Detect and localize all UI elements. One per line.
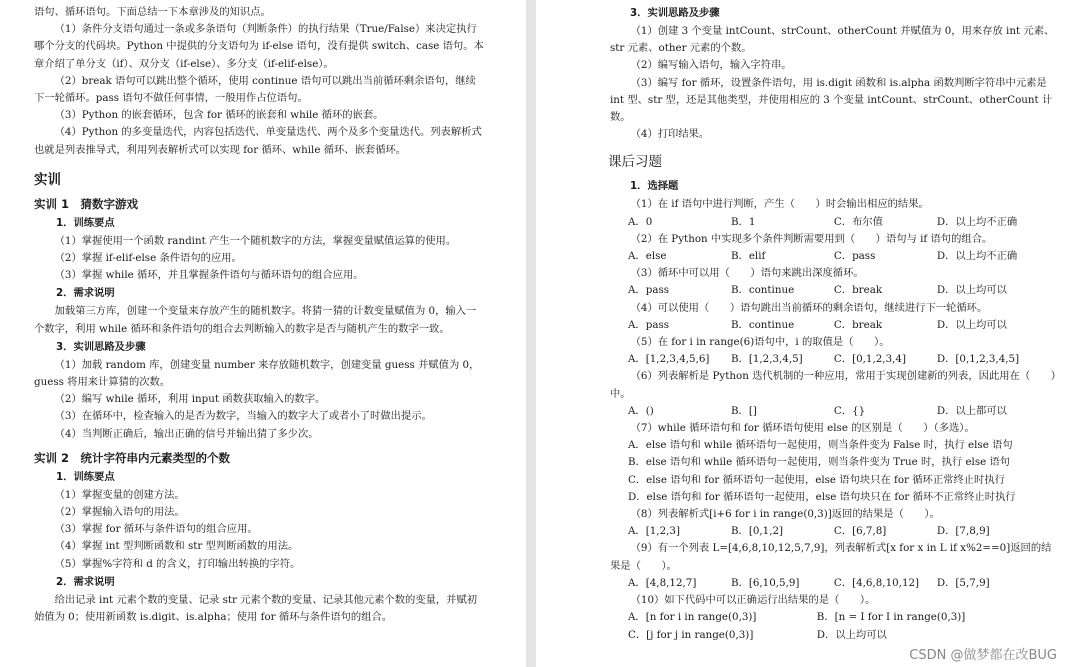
- option: D．以上均可以: [816, 628, 887, 641]
- option: A．else 语句和 while 循环语句一起使用，则当条件变为 False 时，执行 else 语句: [628, 439, 1013, 452]
- question-10: （10）如下代码中可以正确运行出结果的是（ ）。: [630, 594, 876, 607]
- practice-2-step: （4）打印结果。: [630, 128, 710, 141]
- option: C．break: [833, 318, 883, 331]
- practice-1-title: 实训 1 猜数字游戏: [34, 196, 139, 211]
- summary-2: （2）break 语句可以跳出整个循环，使用 continue 语句可以跳出当前循环剩余语句，继续下一轮循环。pass 语句不做任何事情，一般用作占位语句。: [34, 74, 476, 105]
- options-1: [610, 214, 1057, 231]
- option: C．pass: [833, 250, 876, 263]
- question-1: （1）在 if 语句中进行判断，产生（ ）时会输出相应的结果。: [630, 198, 929, 211]
- option: A．pass: [628, 318, 670, 331]
- practice-2-req-heading: 2．需求说明: [56, 575, 115, 588]
- question-9: （9）有一个列表 L=[4,6,8,10,12,5,7,9]，列表解析式[x for x in L if x%2==0]返回的结果是（ ）。: [610, 542, 1052, 572]
- watermark: CSDN @做梦都在改BUG: [909, 648, 1057, 663]
- option: D．以上均不正确: [936, 250, 1018, 263]
- option: C．else 语句和 for 循环语句一起使用，else 语句块只在 for 循环正常终止时执行: [628, 473, 1005, 486]
- options-9: [610, 575, 1057, 592]
- options-6: [610, 403, 1057, 420]
- option: C．布尔值: [833, 215, 883, 228]
- options-10-row-1: [610, 609, 1057, 626]
- option: C．[4,6,8,10,12]: [833, 576, 920, 589]
- practice-2-steps-heading: 3．实训思路及步骤: [630, 7, 720, 19]
- practice-1-req: 加载第三方库，创建一个变量来存放产生的随机数字。将猜一猜的计数变量赋值为 0，输入一个数字，利用 while 循环和条件语句的组合去判断输入的数字是否与随机产生的数字一致。: [34, 305, 477, 335]
- practice-2-point: （3）掌握 for 循环与条件语句的组合应用。: [54, 523, 258, 536]
- option: D．[5,7,9]: [936, 576, 990, 589]
- option: B．elif: [730, 250, 766, 263]
- options-5: [610, 351, 1057, 368]
- question-4: （4）可以使用（ ）语句跳出当前循环的剩余语句，继续进行下一轮循环。: [630, 301, 988, 314]
- practice-1-step: （2）编写 while 循环，利用 input 函数获取输入的数字。: [54, 393, 326, 406]
- practice-2-step: （1）创建 3 个变量 intCount、strCount、otherCount 并赋值为 0，用来存放 int 元素、str 元素、other 元素的个数。: [610, 25, 1055, 55]
- practice-1-step: （4）当判断正确后，输出正确的信号并输出猜了多少次。: [54, 427, 319, 440]
- option: C．[0,1,2,3,4]: [833, 353, 906, 366]
- practice-2-point: （5）掌握%字符和 d 的含义，打印输出转换的字符。: [54, 557, 301, 570]
- option: C．break: [833, 284, 883, 297]
- option: D．以上均可以: [936, 318, 1007, 331]
- option: D．[0,1,2,3,4,5]: [936, 353, 1020, 366]
- left-page: [0, 0, 526, 667]
- summary-3: （3）Python 的嵌套循环，包含 for 循环的嵌套和 while 循环的嵌套。: [54, 109, 384, 122]
- practice-1-req-heading: 2．需求说明: [56, 287, 115, 300]
- option: B．[]: [730, 404, 757, 417]
- practice-2-step: （3）编写 for 循环，设置条件语句，用 is.digit 函数和 is.alpha 函数判断字符串中元素是 int 型、str 型，还是其他类型，并使用相应的 3 个变量 intCount、strCount、otherCount 计数。: [610, 76, 1053, 124]
- practice-2-title: 实训 2 统计字符串内元素类型的个数: [34, 450, 231, 465]
- practice-1-steps-heading: 3．实训思路及步骤: [56, 340, 146, 353]
- option: B．[n = I for I in range(0,3)]: [816, 611, 966, 624]
- options-4: [610, 317, 1057, 334]
- option: D．以上均不正确: [936, 215, 1018, 228]
- question-8: （8）列表解析式[i+6 for i in range(0,3)]返回的结果是（ ）。: [630, 508, 940, 521]
- option: D．以上均可以: [936, 284, 1007, 297]
- option: A．[1,2,3,4,5,6]: [628, 353, 710, 366]
- question-3: （3）循环中可以用（ ）语句来跳出深度循环。: [630, 267, 864, 280]
- option: D．else 语句和 for 循环语句一起使用，else 语句块只在 for 循环不正常终止时执行: [628, 490, 1016, 503]
- practice-1-step: （1）加载 random 库，创建变量 number 来存放随机数字，创建变量 guess 并赋值为 0，guess 将用来计算猜的次数。: [34, 358, 480, 389]
- option: C．[6,7,8]: [833, 525, 887, 538]
- options-3: [610, 282, 1057, 299]
- option: A．[4,8,12,7]: [628, 576, 697, 589]
- practice-2-req: 给出记录 int 元素个数的变量、记录 str 元素个数的变量、记录其他元素个数的变量，并赋初始值为 0；使用新函数 is.digit、is.alpha；使用 for 循环与条件语句的组合。: [34, 593, 478, 624]
- choice-heading: 1．选择题: [630, 180, 679, 193]
- options-10-row-2: [610, 627, 1057, 644]
- practice-2-point: （2）掌握输入语句的用法。: [54, 506, 185, 519]
- practice-1-step: （3）在循环中，检查输入的是否为数字，当输入的数字大了或者小了时做出提示。: [54, 410, 432, 423]
- option: A．pass: [628, 284, 670, 297]
- practice-2-step: （2）编写输入语句，输入字符串。: [630, 59, 792, 72]
- option: A．[n for i in range(0,3)]: [628, 611, 757, 624]
- option: C．{}: [833, 404, 866, 417]
- option: A．(): [628, 404, 654, 417]
- option: D．[7,8,9]: [936, 525, 990, 538]
- option: B．continue: [730, 284, 795, 297]
- option: B．continue: [730, 318, 795, 331]
- options-2: [610, 248, 1057, 265]
- question-2: （2）在 Python 中实现多个条件判断需要用到（ ）语句与 if 语句的组合。: [630, 232, 993, 245]
- intro-line: 语句、循环语句。下面总结一下本章涉及的知识点。: [34, 6, 271, 18]
- option: A．[1,2,3]: [628, 525, 680, 538]
- option: B．[0,1,2]: [730, 525, 784, 538]
- option: B．[1,2,3,4,5]: [730, 353, 803, 366]
- practice-2-point: （4）掌握 int 型判断函数和 str 型判断函数的用法。: [54, 540, 299, 553]
- option: B．[6,10,5,9]: [730, 576, 800, 589]
- question-6: （6）列表解析是 Python 迭代机制的一种应用，常用于实现创建新的列表，因此用在（ ）中。: [610, 370, 1056, 400]
- section-heading-exercises: 课后习题: [608, 154, 662, 171]
- question-7: （7）while 循环语句和 for 循环语句使用 else 的区别是（ ）（多选）。: [630, 422, 975, 435]
- question-5: （5）在 for i in range(6)语句中，i 的取值是（ ）。: [630, 336, 890, 349]
- options-8: [610, 523, 1057, 540]
- option: C．[j for j in range(0,3)]: [628, 628, 754, 641]
- section-heading-practice: 实训: [34, 171, 61, 188]
- option: B．1: [730, 215, 756, 228]
- practice-1-points-heading: 1．训练要点: [56, 216, 115, 229]
- practice-1-point: （1）掌握使用一个函数 randint 产生一个随机数字的方法，掌握变量赋值运算的使用。: [54, 234, 457, 247]
- practice-2-points-heading: 1．训练要点: [56, 470, 115, 483]
- practice-1-point: （2）掌握 if-elif-else 条件语句的应用。: [54, 252, 242, 265]
- practice-2-point: （1）掌握变量的创建方法。: [54, 488, 185, 501]
- summary-1: （1）条件分支语句通过一条或多条语句（判断条件）的执行结果（True/False）来决定执行哪个分支的代码块。Python 中提供的分支语句为 if-else 语句，没有提供 switch、case 语句。本章介绍了单分支（if）、双分支（if-else）、多分支（if-elif-else）。: [34, 23, 484, 70]
- page-gap: [526, 0, 536, 667]
- right-page: [536, 0, 1071, 667]
- option: A．0: [628, 215, 653, 228]
- option: D．以上都可以: [936, 404, 1007, 417]
- practice-1-point: （3）掌握 while 循环，并且掌握条件语句与循环语句的组合应用。: [54, 269, 364, 282]
- summary-4: （4）Python 的多变量迭代，内容包括迭代、单变量迭代、两个及多个变量迭代。列表解析式也就是列表推导式，利用列表解析式可以实现 for 循环、while 循环、嵌套循环。: [34, 126, 482, 156]
- option: A．else: [628, 250, 667, 263]
- option: B．else 语句和 while 循环语句一起使用，则当条件变为 True 时，执行 else 语句: [628, 456, 1011, 469]
